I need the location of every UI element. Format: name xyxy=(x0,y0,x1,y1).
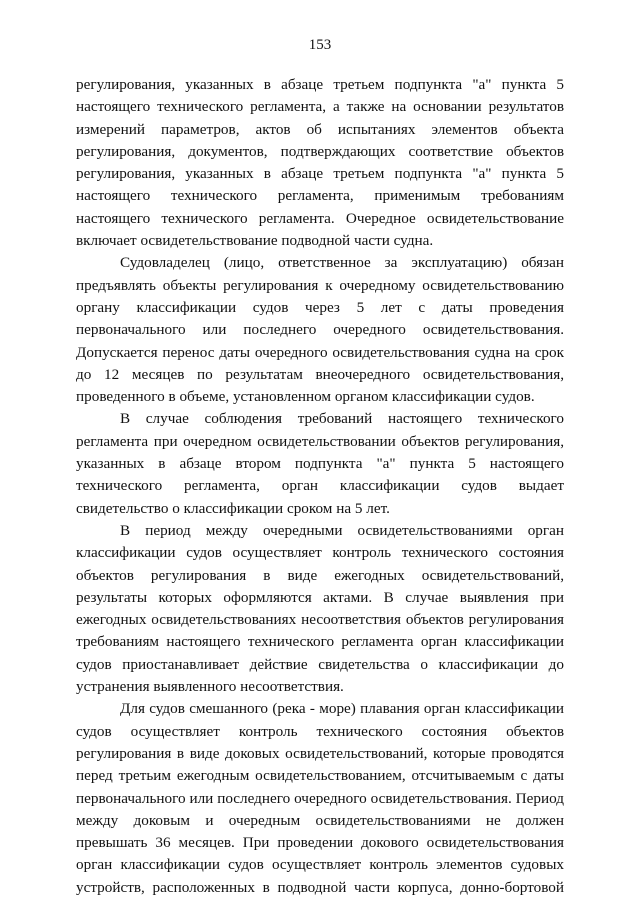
page-number: 153 xyxy=(308,37,332,53)
paragraph-annual-surveys: В период между очередными освидетельствованиями орган классификации судов осуществляет контроль технического состояния объектов регулирования в виде ежегодных освидетельствований, результаты которых оформляются актами. В случае выявления при ежегодных освидетельствованиях несоответствия объектов регулирования требованиям настоящего технического регламента орган классификации судов приостанавливает действие свидетельства о классификации до устранения выявленного несоответствия. xyxy=(76,521,564,696)
paragraph-dock-surveys: Для судов смешанного (река - море) плавания орган классификации судов осуществляет контроль технического состояния объектов регулирования в виде доковых освидетельствований, которые проводятся перед третьим ежегодным освидетельствованием, отсчитываемым с даты первоначального или последнего очередного освидетельствования. Период между доковым и очередным освидетельствованиями не должен превышать 36 месяцев. При проведении докового освидетельствования орган классификации судов осуществляет контроль элементов судовых устройств, расположенных в подводной части корпуса, донно-бортовой xyxy=(76,700,564,896)
paragraph-certificate-issue: В случае соблюдения требований настоящего технического регламента при очередном освидетельствовании объектов регулирования, указанных в абзаце втором подпункта "а" пункта 5 настоящего технического регламента, орган классификации судов выдает свидетельство о классификации сроком на 5 лет. xyxy=(76,410,564,517)
paragraph-shipowner-obligation: Судовладелец (лицо, ответственное за эксплуатацию) обязан предъявлять объекты регулирования к очередному освидетельствованию органу классификации судов через 5 лет с даты проведения первоначального или последнего очередного освидетельствования. Допускается перенос даты очередного освидетельствования судна на срок до 12 месяцев по результатам внеочередного освидетельствования, проведенного в объеме, установленном органом классификации судов. xyxy=(76,254,564,406)
document-body xyxy=(76,74,564,899)
paragraph-continuation: регулирования, указанных в абзаце третьем подпункта "а" пункта 5 настоящего технического регламента, а также на основании результатов измерений параметров, актов об испытаниях элементов объекта регулирования, документов, подтверждающих соответствие объектов регулирования, указанных в абзаце третьем подпункта "а" пункта 5 настоящего технического регламента, применимым требованиям настоящего технического регламента. Очередное освидетельствование включает освидетельствование подводной части судна. xyxy=(76,76,564,250)
